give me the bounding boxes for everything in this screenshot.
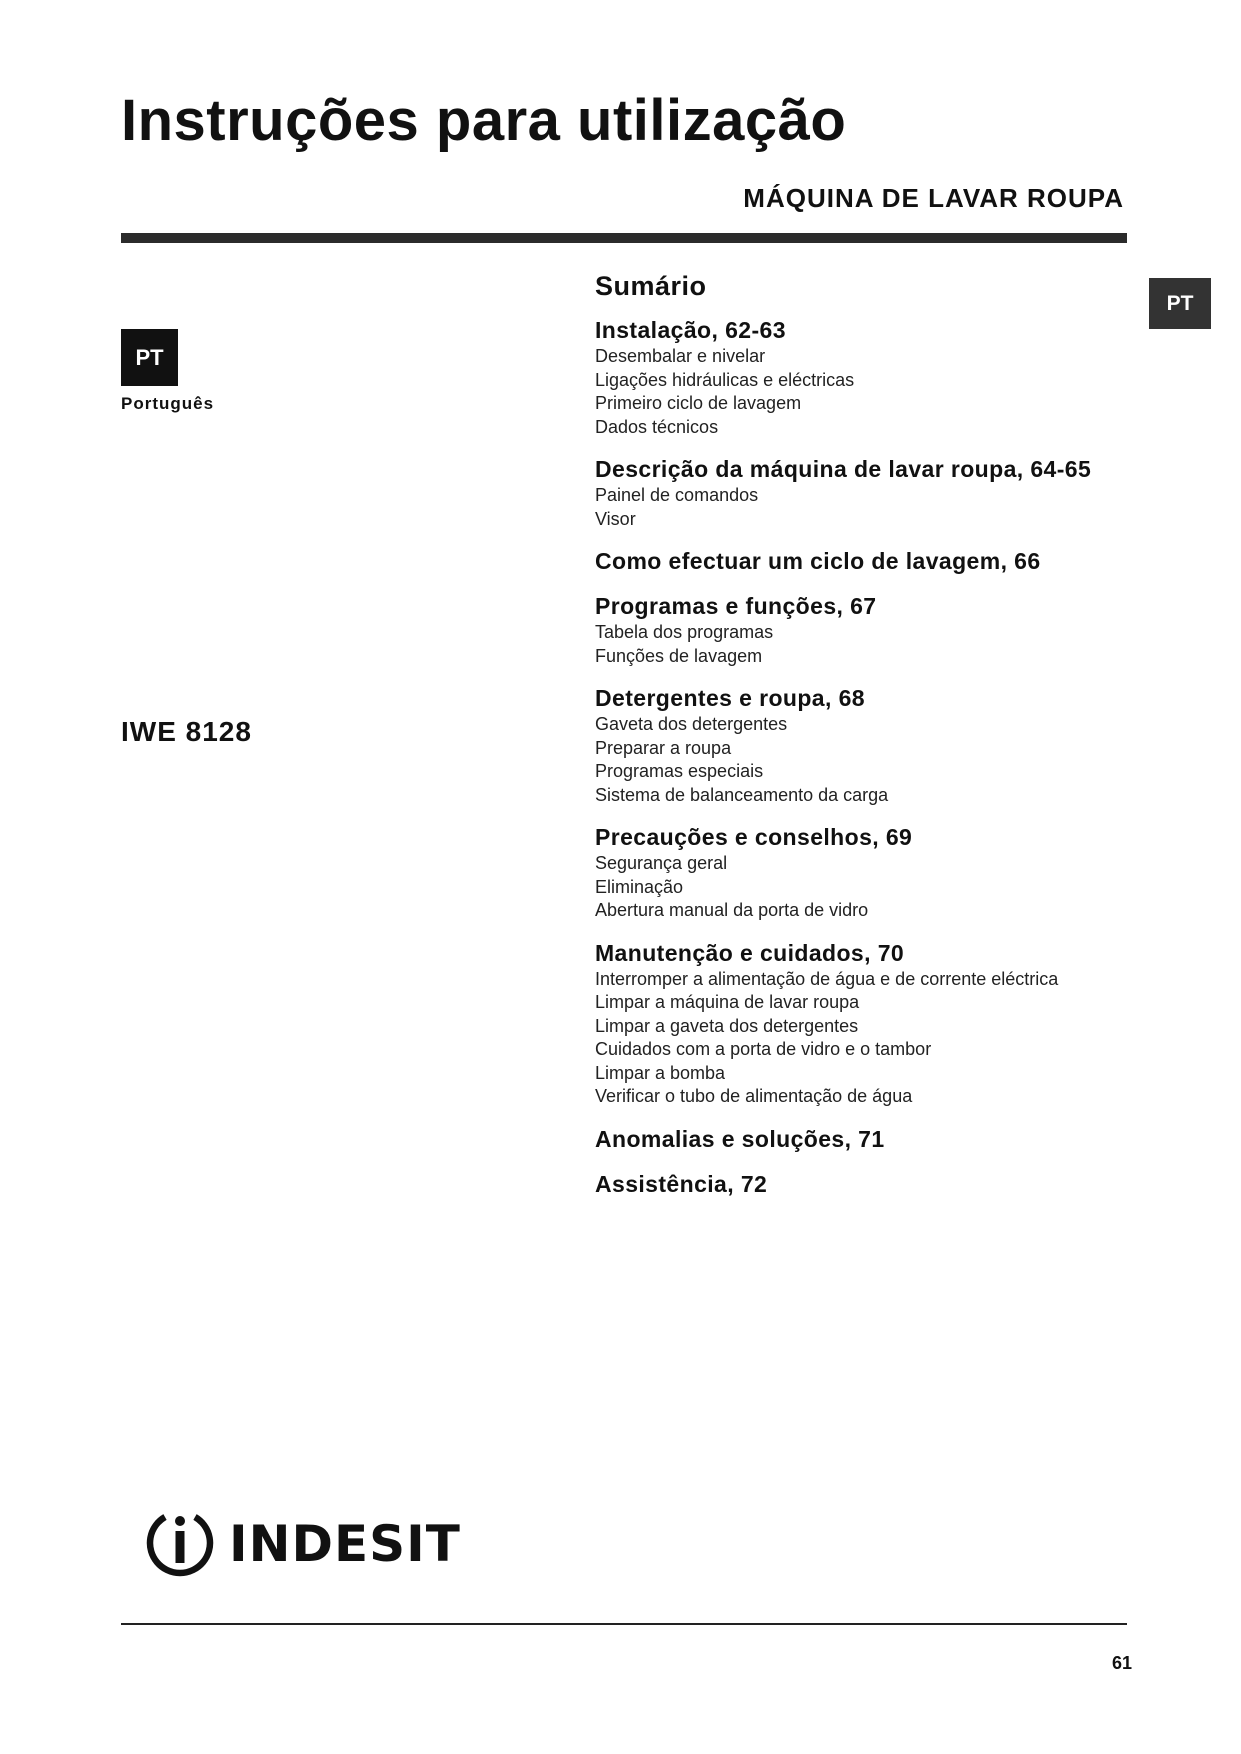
toc-section-title: Manutenção e cuidados, 70 <box>595 939 905 966</box>
toc-heading: Sumário <box>595 271 707 301</box>
toc-section-title: Programas e funções, 67 <box>595 593 877 619</box>
toc-section <box>595 822 1135 923</box>
toc-item: Funções de lavagem <box>595 645 763 666</box>
toc-item: Sistema de balanceamento da carga <box>595 784 889 805</box>
toc-item: Limpar a bomba <box>595 1062 726 1083</box>
toc-sections <box>595 315 1135 1199</box>
info-circle-logo-icon <box>143 1507 217 1581</box>
side-language-tab: PT <box>1149 278 1211 329</box>
toc-section <box>595 1169 1135 1199</box>
document-subtitle: MÁQUINA DE LAVAR ROUPA <box>743 183 1124 213</box>
toc-section <box>595 1124 1135 1154</box>
brand-wordmark: INDESIT <box>229 1515 461 1573</box>
toc-section-title: Descrição da máquina de lavar roupa, 64-65 <box>595 456 1092 482</box>
toc-item: Painel de comandos <box>595 485 759 505</box>
table-of-contents <box>595 268 1135 1214</box>
toc-item: Cuidados com a porta de vidro e o tambor <box>595 1039 932 1059</box>
toc-section-title: Como efectuar um ciclo de lavagem, 66 <box>595 548 1041 574</box>
toc-section <box>595 683 1135 807</box>
toc-item: Segurança geral <box>595 853 728 873</box>
toc-item: Interromper a alimentação de água e de corrente eléctrica <box>595 968 1059 989</box>
toc-item: Abertura manual da porta de vidro <box>595 900 869 920</box>
footer-divider <box>121 1623 1127 1625</box>
toc-item: Gaveta dos detergentes <box>595 714 788 734</box>
toc-item: Dados técnicos <box>595 416 719 437</box>
language-badge: PT <box>121 329 178 386</box>
toc-item: Tabela dos programas <box>595 622 774 642</box>
toc-item: Limpar a máquina de lavar roupa <box>595 992 860 1012</box>
toc-item: Preparar a roupa <box>595 737 732 758</box>
toc-item: Limpar a gaveta dos detergentes <box>595 1015 859 1036</box>
page-title: Instruções para utilização <box>121 88 847 153</box>
language-name: Português <box>121 394 215 413</box>
toc-section-title: Instalação, 62-63 <box>595 317 786 343</box>
toc-item: Verificar o tubo de alimentação de água <box>595 1086 913 1106</box>
toc-section <box>595 591 1135 668</box>
toc-section <box>595 454 1135 531</box>
toc-section-title: Precauções e conselhos, 69 <box>595 824 913 850</box>
toc-item: Ligações hidráulicas e eléctricas <box>595 369 855 390</box>
toc-item: Programas especiais <box>595 761 764 781</box>
toc-section-title: Assistência, 72 <box>595 1170 768 1197</box>
toc-section <box>595 315 1135 439</box>
page-number: 61 <box>1111 1653 1132 1673</box>
toc-section <box>595 546 1135 576</box>
toc-item: Desembalar e nivelar <box>595 346 766 366</box>
model-number: IWE 8128 <box>121 716 252 747</box>
brand-logo <box>143 1508 461 1580</box>
toc-item: Eliminação <box>595 876 684 897</box>
toc-item: Visor <box>595 508 636 529</box>
toc-section-title: Detergentes e roupa, 68 <box>595 685 865 711</box>
toc-section <box>595 938 1135 1109</box>
toc-section-title: Anomalias e soluções, 71 <box>595 1125 885 1152</box>
header-divider <box>121 233 1127 243</box>
toc-item: Primeiro ciclo de lavagem <box>595 393 802 413</box>
